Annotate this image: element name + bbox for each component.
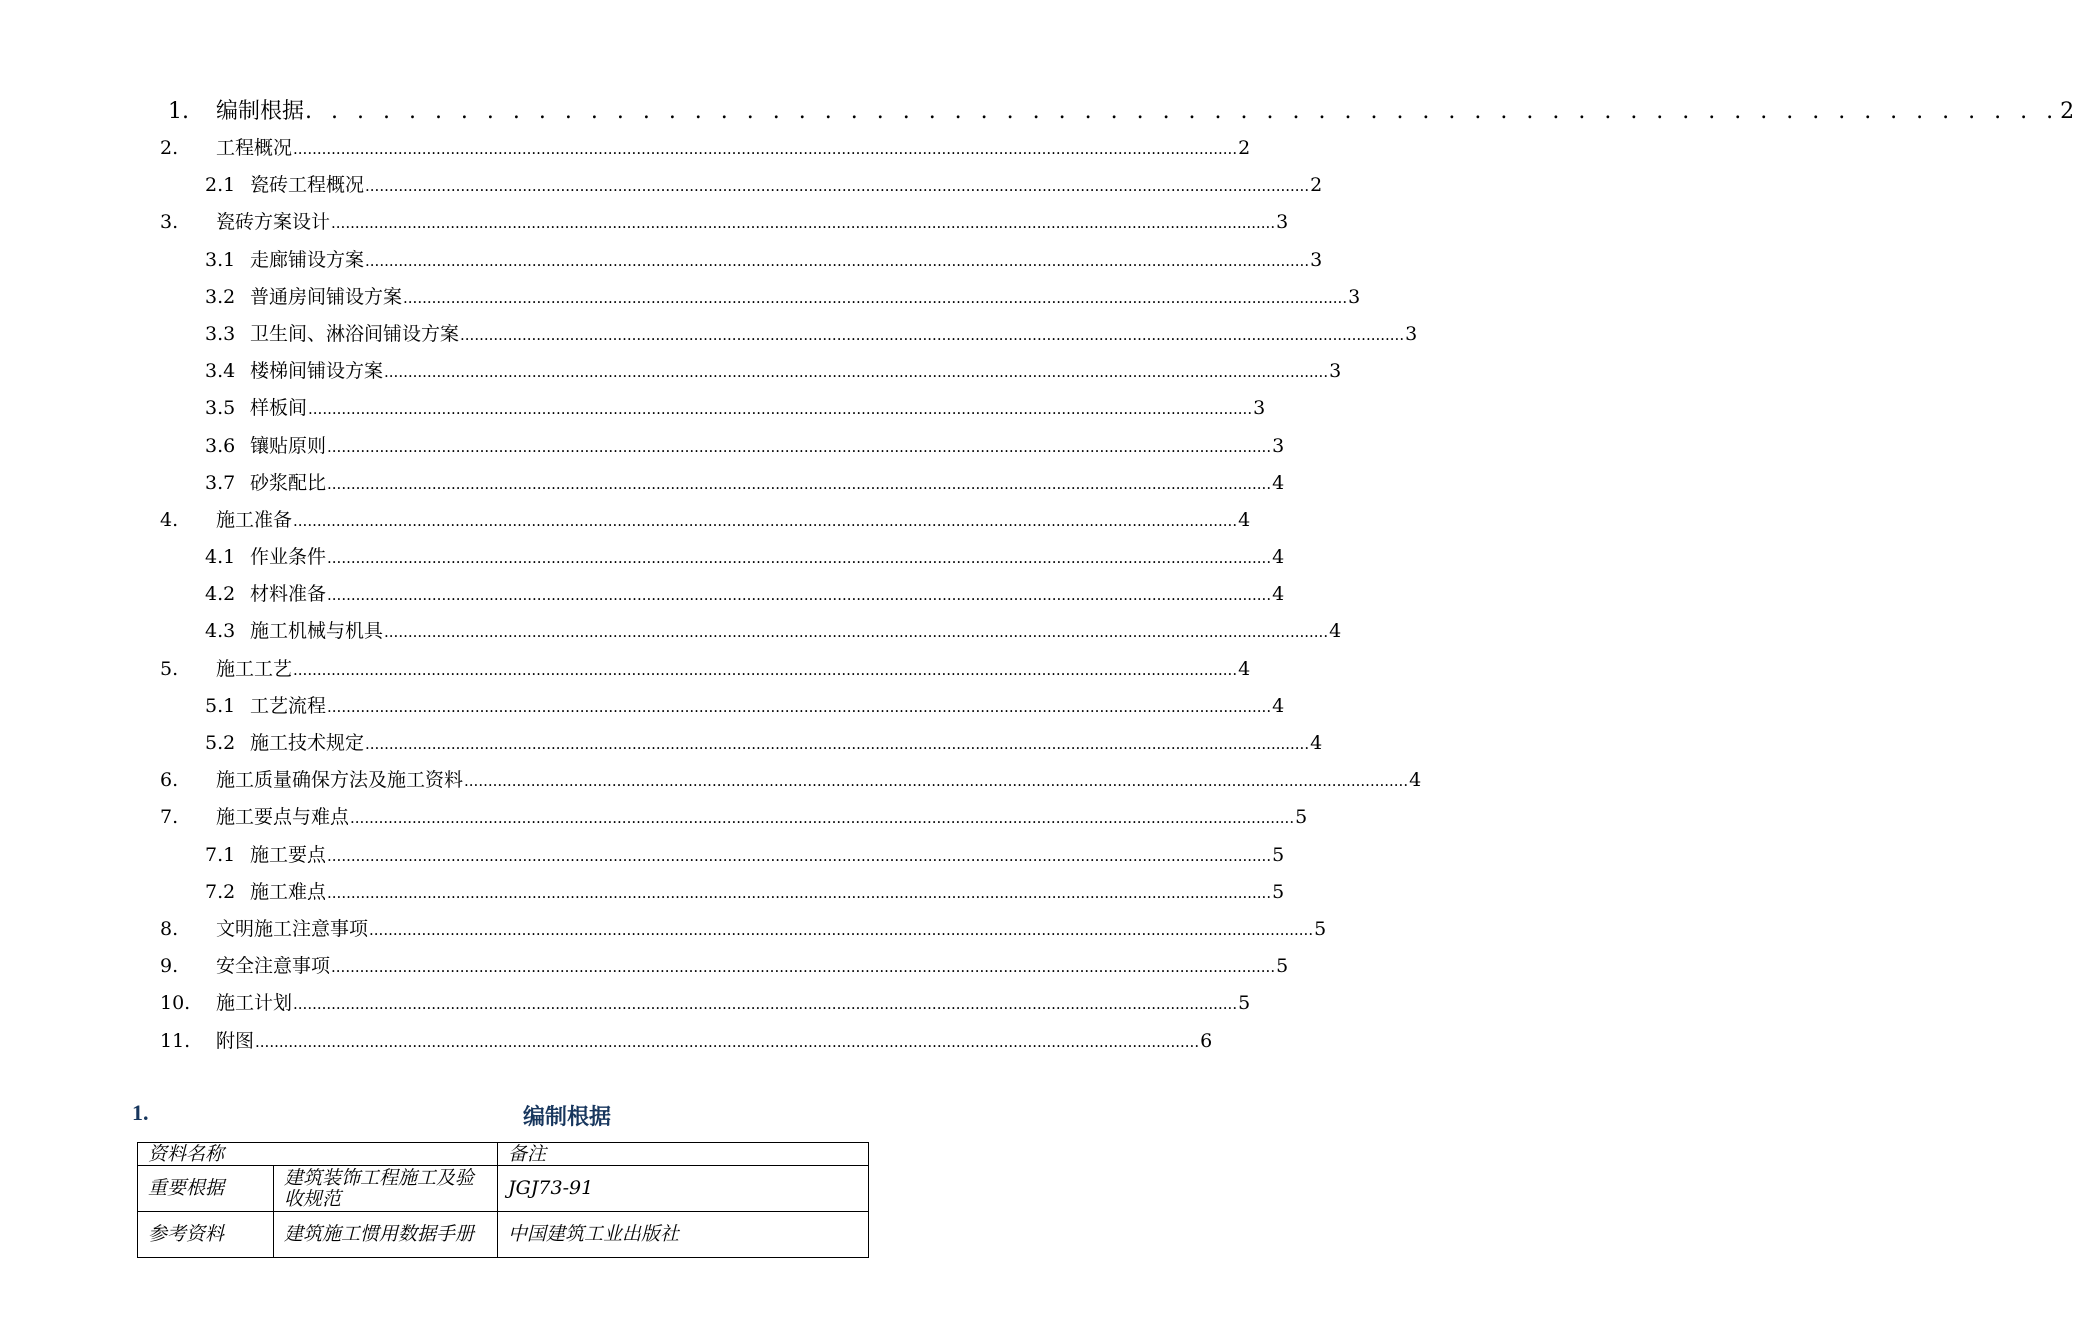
section-heading — [132, 1100, 872, 1134]
toc-entry-page: 3 — [1329, 360, 1342, 383]
toc-entry-page: 3 — [1405, 322, 1418, 345]
toc-leader-dots: ...................................................................................................................................................................................................... — [365, 177, 1310, 196]
toc-entry-number: 3.5 — [205, 397, 236, 420]
toc-leader-dots: ...................................................................................................................................................................................................... — [331, 214, 1276, 233]
toc-entry-title: 施工技术规定 — [250, 732, 365, 754]
toc-entry-number: 3.3 — [205, 322, 236, 345]
toc-entry-number: 5.1 — [205, 694, 236, 717]
toc-entry[interactable] — [160, 799, 1308, 836]
toc-leader-dots: ...................................................................................................................................................................................................... — [293, 511, 1238, 530]
toc-entry-page: 4 — [1238, 508, 1251, 531]
toc-entry-page: 2 — [1238, 137, 1251, 159]
toc-leader-dots: ...................................................................................................................................................................................................... — [255, 1032, 1200, 1051]
toc-entry[interactable] — [160, 353, 1342, 390]
toc-entry-number: 3.2 — [205, 285, 236, 308]
toc-entry-page: 5 — [1314, 917, 1327, 940]
toc-entry-number: 3.4 — [205, 360, 236, 383]
toc-entry[interactable] — [160, 837, 1285, 874]
toc-entry-page: 3 — [1272, 434, 1285, 457]
reference-table — [137, 1142, 869, 1258]
toc-entry-title: 施工质量确保方法及施工资料 — [216, 769, 464, 792]
toc-leader-dots: ...................................................................................................................................................................................................... — [293, 995, 1238, 1014]
toc-entry[interactable] — [160, 1023, 1213, 1060]
toc-entry[interactable] — [160, 279, 1361, 316]
toc-entry[interactable] — [160, 874, 1285, 911]
toc-entry-title: 瓷砖工程概况 — [250, 174, 365, 197]
toc-entry-number: 7. — [160, 806, 179, 829]
toc-entry-number: 9. — [160, 955, 179, 978]
toc-entry-page: 2 — [2060, 99, 2074, 124]
toc-entry-number: 8. — [160, 917, 179, 940]
toc-leader-dots: ...................................................................................................................................................................................................... — [384, 363, 1329, 382]
header-name-cell: 资料名称 — [138, 1143, 498, 1166]
row-name-cell: 建筑施工惯用数据手册 — [274, 1212, 498, 1258]
toc-leader-dots: ...................................................................................................................................................................................................... — [365, 251, 1310, 270]
toc-entry[interactable] — [160, 985, 1251, 1022]
toc-entry-number: 4.2 — [205, 583, 236, 606]
toc-entry-title: 安全注意事项 — [216, 955, 331, 978]
toc-entry[interactable] — [160, 167, 1323, 204]
toc-entry-title: 楼梯间铺设方案 — [250, 360, 384, 383]
toc-entry[interactable] — [160, 911, 1327, 948]
toc-entry-title: 附图 — [216, 1029, 255, 1052]
toc-entry-number: 10. — [160, 992, 191, 1015]
toc-leader-dots: ...................................................................................................................................................................................................... — [327, 846, 1272, 865]
toc-entry-page: 5 — [1276, 955, 1289, 978]
row-note-cell: 中国建筑工业出版社 — [498, 1212, 869, 1258]
toc-entry-number: 3.6 — [205, 434, 236, 457]
toc-leader-dots: ...................................................................................................................................................................................................... — [327, 586, 1272, 605]
toc-entry-page: 5 — [1238, 992, 1251, 1015]
toc-entry-page: 5 — [1272, 843, 1285, 866]
table-of-contents — [160, 94, 2074, 1060]
table-row — [138, 1212, 869, 1258]
toc-entry[interactable] — [160, 130, 1251, 167]
toc-leader-dots: ...................................................................................................................................................................................................... — [327, 549, 1272, 568]
table-row — [138, 1166, 869, 1212]
toc-leader-dots: ...................................................................................................................................................................................................... — [293, 140, 1238, 158]
table-header-row — [138, 1143, 869, 1166]
toc-entry-title: 施工要点与难点 — [216, 806, 350, 829]
toc-entry-page: 4 — [1310, 732, 1323, 754]
toc-leader-dots: ...................................................................................................................................................................................................... — [327, 437, 1272, 456]
toc-entry-page: 4 — [1272, 471, 1285, 494]
toc-entry-page: 5 — [1272, 880, 1285, 903]
toc-entry-number: 7.1 — [205, 843, 236, 866]
toc-leader-dots: ...................................................................................................................................................................................................... — [350, 809, 1295, 828]
toc-entry-number: 4. — [160, 508, 179, 531]
toc-entry-number: 6. — [160, 769, 179, 792]
row-type-cell: 参考资料 — [138, 1212, 274, 1258]
toc-leader-dots: ...................................................................................................................................................................................................... — [308, 400, 1253, 419]
toc-entry-number: 4.3 — [205, 620, 236, 643]
toc-entry[interactable] — [160, 465, 1285, 502]
toc-entry[interactable] — [160, 688, 1285, 725]
toc-entry-number: 2.1 — [205, 174, 236, 197]
toc-entry-title: 普通房间铺设方案 — [250, 285, 403, 308]
toc-entry[interactable] — [160, 502, 1251, 539]
toc-entry-page: 5 — [1295, 806, 1308, 829]
toc-leader-dots: . . . . . . . . . . . . . . . . . . . . . . . . . . . . . . . . . . . . . . . . . . . . . . . . . . . . . . . . . . . . . . . . . . . . — [305, 99, 2060, 124]
toc-leader-dots: ...................................................................................................................................................................................................... — [464, 772, 1409, 791]
toc-entry-title: 施工工艺 — [216, 657, 293, 680]
toc-entry-number: 4.1 — [205, 546, 236, 569]
toc-entry-number: 5. — [160, 657, 179, 680]
toc-entry[interactable] — [160, 762, 1422, 799]
toc-entry-title: 样板间 — [250, 397, 308, 420]
toc-entry[interactable] — [160, 242, 1323, 279]
toc-entry[interactable] — [160, 428, 1285, 465]
toc-entry-page: 4 — [1272, 583, 1285, 606]
toc-entry-number: 3.1 — [205, 248, 236, 271]
row-note-cell: JGJ73-91 — [498, 1166, 869, 1212]
row-type-cell: 重要根据 — [138, 1166, 274, 1212]
toc-entry[interactable] — [160, 94, 2074, 130]
toc-leader-dots: ...................................................................................................................................................................................................... — [460, 325, 1405, 344]
toc-entry-title: 作业条件 — [250, 546, 327, 569]
toc-entry-title: 施工机械与机具 — [250, 620, 384, 643]
toc-entry-title: 施工难点 — [250, 880, 327, 903]
toc-entry-title: 编制根据 — [216, 99, 305, 124]
section-title: 编制根据 — [523, 1105, 612, 1130]
toc-entry[interactable] — [160, 725, 1323, 762]
toc-entry-page: 3 — [1348, 285, 1361, 308]
toc-entry-title: 镶贴原则 — [250, 434, 327, 457]
toc-leader-dots: ...................................................................................................................................................................................................... — [327, 883, 1272, 902]
toc-entry-page: 3 — [1253, 397, 1266, 420]
toc-entry-title: 工艺流程 — [250, 694, 327, 717]
toc-entry-number: 3.7 — [205, 471, 236, 494]
toc-leader-dots: ...................................................................................................................................................................................................... — [293, 660, 1238, 679]
toc-leader-dots: ...................................................................................................................................................................................................... — [365, 735, 1310, 753]
toc-entry-title: 施工准备 — [216, 508, 293, 531]
toc-entry-title: 工程概况 — [216, 137, 293, 159]
toc-entry-page: 6 — [1200, 1029, 1213, 1052]
toc-entry-number: 3. — [160, 211, 179, 234]
toc-entry-page: 4 — [1329, 620, 1342, 643]
toc-entry-page: 4 — [1409, 769, 1422, 792]
toc-entry-number: 11. — [160, 1029, 191, 1052]
toc-entry-title: 走廊铺设方案 — [250, 248, 365, 271]
toc-entry[interactable] — [160, 390, 1266, 427]
toc-entry-title: 施工要点 — [250, 843, 327, 866]
toc-entry-page: 3 — [1276, 211, 1289, 234]
section-number: 1. — [132, 1100, 149, 1125]
toc-entry-page: 4 — [1272, 546, 1285, 569]
toc-entry-title: 材料准备 — [250, 583, 327, 606]
toc-entry[interactable] — [160, 948, 1289, 985]
toc-entry[interactable] — [160, 576, 1285, 613]
toc-leader-dots: ...................................................................................................................................................................................................... — [403, 288, 1348, 307]
toc-entry-number: 5.2 — [205, 732, 236, 754]
toc-leader-dots: ...................................................................................................................................................................................................... — [369, 920, 1314, 939]
toc-entry-title: 瓷砖方案设计 — [216, 211, 331, 234]
toc-entry-page: 3 — [1310, 248, 1323, 271]
toc-entry-title: 施工计划 — [216, 992, 293, 1015]
header-note-cell: 备注 — [498, 1143, 869, 1166]
toc-entry-number: 2. — [160, 137, 179, 159]
toc-leader-dots: ...................................................................................................................................................................................................... — [384, 623, 1329, 642]
toc-leader-dots: ...................................................................................................................................................................................................... — [331, 958, 1276, 977]
toc-leader-dots: ...................................................................................................................................................................................................... — [327, 697, 1272, 716]
toc-entry[interactable] — [160, 651, 1251, 688]
toc-entry[interactable] — [160, 613, 1342, 650]
toc-entry-number: 7.2 — [205, 880, 236, 903]
row-name-cell: 建筑装饰工程施工及验收规范 — [274, 1166, 498, 1212]
toc-entry-number: 1. — [168, 99, 189, 124]
toc-entry-page: 2 — [1310, 174, 1323, 197]
toc-entry[interactable] — [160, 316, 1418, 353]
toc-entry-page: 4 — [1238, 657, 1251, 680]
toc-entry-page: 4 — [1272, 694, 1285, 717]
toc-entry-title: 砂浆配比 — [250, 471, 327, 494]
toc-entry-title: 文明施工注意事项 — [216, 917, 369, 940]
toc-entry[interactable] — [160, 539, 1285, 576]
toc-entry-title: 卫生间、淋浴间铺设方案 — [250, 322, 460, 345]
toc-leader-dots: ...................................................................................................................................................................................................... — [327, 474, 1272, 493]
toc-entry[interactable] — [160, 204, 1289, 241]
